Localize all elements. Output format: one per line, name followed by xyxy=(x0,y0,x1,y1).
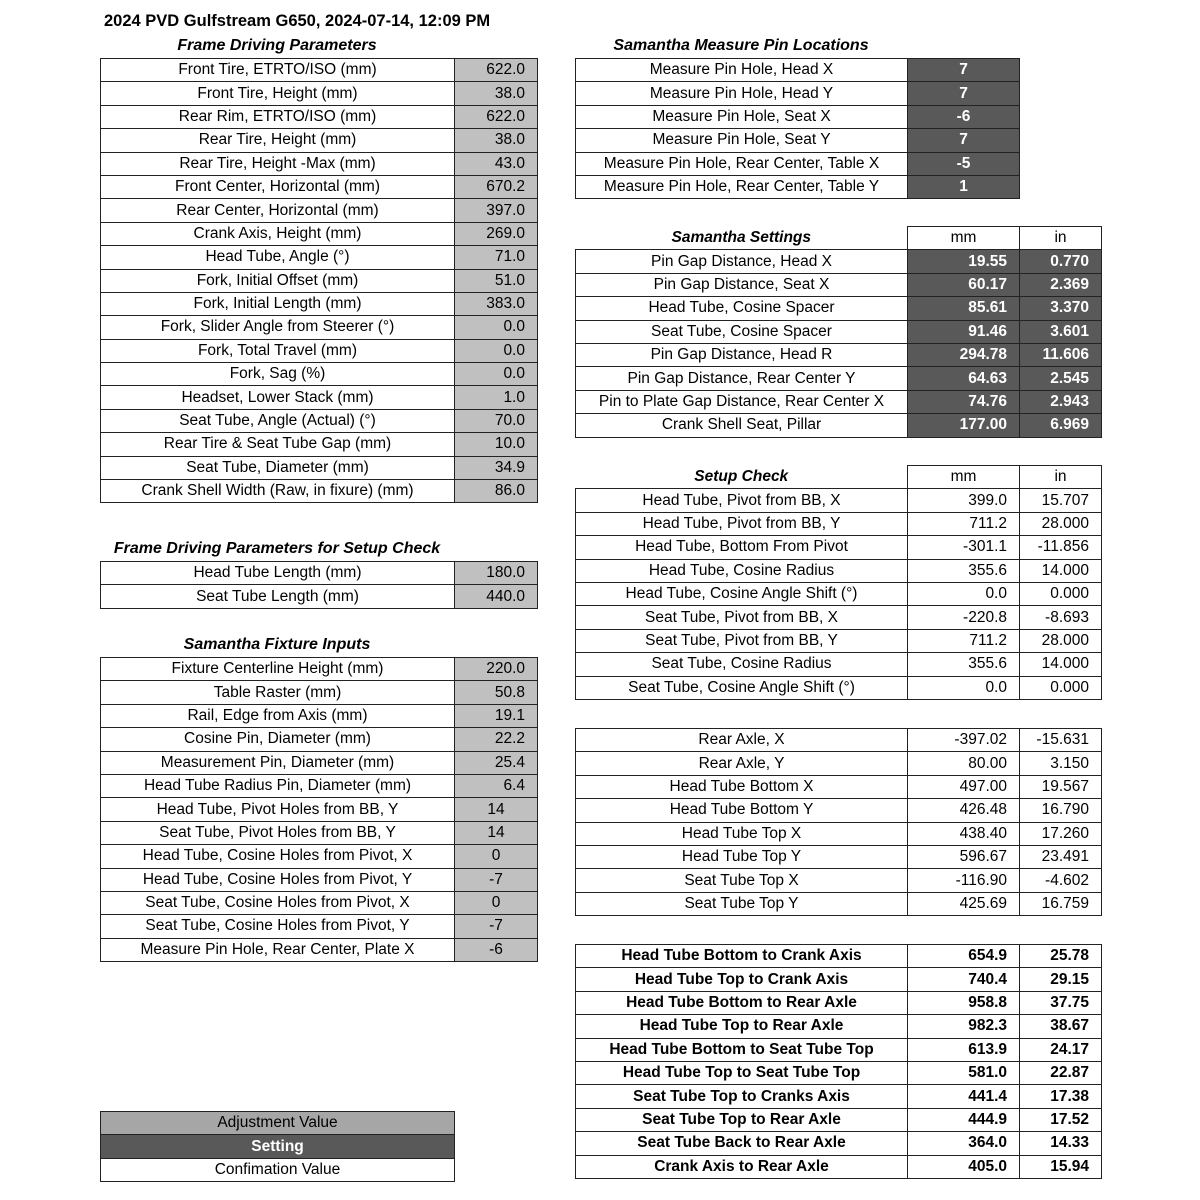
table-row xyxy=(576,653,1102,676)
setting-value-cell: 7 xyxy=(908,129,1020,152)
table-row xyxy=(101,821,538,844)
table-row xyxy=(576,968,1102,991)
setting-mm-cell: 64.63 xyxy=(908,367,1020,390)
row-label: Head Tube Bottom Y xyxy=(576,799,908,822)
row-label: Pin Gap Distance, Head X xyxy=(576,250,908,273)
document-title: 2024 PVD Gulfstream G650, 2024-07-14, 12:09 PM xyxy=(104,12,491,30)
confirmation-in-cell: 0.000 xyxy=(1020,582,1102,605)
setting-mm-cell: 91.46 xyxy=(908,320,1020,343)
table-row xyxy=(576,175,1020,198)
table-row xyxy=(101,562,538,585)
confirmation-in-cell: 14.33 xyxy=(1020,1132,1102,1155)
row-label: Head Tube, Pivot Holes from BB, Y xyxy=(101,798,455,821)
legend-row xyxy=(101,1112,455,1135)
table-row xyxy=(101,845,538,868)
row-label: Head Tube, Pivot from BB, Y xyxy=(576,512,908,535)
adjustment-value-cell[interactable]: 397.0 xyxy=(455,199,538,222)
row-label: Fork, Initial Offset (mm) xyxy=(101,269,455,292)
adjustment-value-cell[interactable]: 25.4 xyxy=(455,751,538,774)
setup-check-table xyxy=(575,465,1102,700)
settings-table xyxy=(575,226,1102,438)
setting-mm-cell: 85.61 xyxy=(908,297,1020,320)
setting-value-cell: -6 xyxy=(908,105,1020,128)
setting-in-cell: 2.545 xyxy=(1020,367,1102,390)
confirmation-in-cell: 23.491 xyxy=(1020,845,1102,868)
confirmation-mm-cell: 581.0 xyxy=(908,1061,1020,1084)
table-row xyxy=(576,273,1102,296)
table-row xyxy=(576,152,1020,175)
confirmation-in-cell: 14.000 xyxy=(1020,653,1102,676)
table-row xyxy=(101,915,538,938)
settings-title: Samantha Settings xyxy=(576,227,908,250)
confirmation-in-cell: 17.52 xyxy=(1020,1108,1102,1131)
row-label: Seat Tube, Pivot from BB, Y xyxy=(576,629,908,652)
table-row xyxy=(101,681,538,704)
table-row xyxy=(101,105,538,128)
setting-value-cell: 1 xyxy=(908,175,1020,198)
table-row xyxy=(101,774,538,797)
confirmation-in-cell: -11.856 xyxy=(1020,536,1102,559)
row-label: Head Tube, Cosine Spacer xyxy=(576,297,908,320)
row-label: Rail, Edge from Axis (mm) xyxy=(101,704,455,727)
table-row xyxy=(576,729,1102,752)
row-label: Fork, Total Travel (mm) xyxy=(101,339,455,362)
row-label: Rear Rim, ETRTO/ISO (mm) xyxy=(101,105,455,128)
table-row xyxy=(576,1155,1102,1178)
setup-check-title: Setup Check xyxy=(576,466,908,489)
confirmation-mm-cell: 596.67 xyxy=(908,845,1020,868)
table-row xyxy=(101,938,538,961)
confirmation-mm-cell: 711.2 xyxy=(908,629,1020,652)
table-row xyxy=(101,339,538,362)
legend-row xyxy=(101,1158,455,1181)
confirmation-mm-cell: 0.0 xyxy=(908,676,1020,699)
table-row xyxy=(101,891,538,914)
adjustment-value-cell[interactable]: 38.0 xyxy=(455,82,538,105)
setting-in-cell: 3.601 xyxy=(1020,320,1102,343)
row-label: Front Center, Horizontal (mm) xyxy=(101,175,455,198)
row-label: Head Tube Length (mm) xyxy=(101,562,455,585)
row-label: Head Tube, Angle (°) xyxy=(101,246,455,269)
row-label: Fixture Centerline Height (mm) xyxy=(101,658,455,681)
row-label: Head Tube Bottom X xyxy=(576,775,908,798)
table-row xyxy=(576,752,1102,775)
row-label: Head Tube, Cosine Holes from Pivot, Y xyxy=(101,868,455,891)
table-row xyxy=(101,585,538,608)
row-label: Measure Pin Hole, Head Y xyxy=(576,82,908,105)
adjustment-value-cell[interactable]: 19.1 xyxy=(455,704,538,727)
row-label: Seat Tube Top to Rear Axle xyxy=(576,1108,908,1131)
table-row xyxy=(101,704,538,727)
table-row xyxy=(101,82,538,105)
row-label: Head Tube, Bottom From Pivot xyxy=(576,536,908,559)
row-label: Rear Axle, X xyxy=(576,729,908,752)
measure-pins-table xyxy=(575,58,1020,199)
table-row xyxy=(576,582,1102,605)
row-label: Rear Axle, Y xyxy=(576,752,908,775)
col-mm-header: mm xyxy=(908,227,1020,250)
row-label: Head Tube Bottom to Rear Axle xyxy=(576,991,908,1014)
adjustment-value-cell[interactable]: 51.0 xyxy=(455,269,538,292)
fixture-inputs-table xyxy=(100,657,538,962)
confirmation-in-cell: 16.790 xyxy=(1020,799,1102,822)
row-label: Head Tube Radius Pin, Diameter (mm) xyxy=(101,774,455,797)
adjustment-value-cell[interactable]: 0.0 xyxy=(455,339,538,362)
table-row xyxy=(576,129,1020,152)
row-label: Head Tube Bottom to Seat Tube Top xyxy=(576,1038,908,1061)
row-label: Rear Center, Horizontal (mm) xyxy=(101,199,455,222)
adjustment-value-cell[interactable]: 86.0 xyxy=(455,480,538,503)
confirmation-mm-cell: 740.4 xyxy=(908,968,1020,991)
confirmation-mm-cell: 711.2 xyxy=(908,512,1020,535)
adjustment-value-cell[interactable]: 0.0 xyxy=(455,363,538,386)
row-label: Measure Pin Hole, Seat Y xyxy=(576,129,908,152)
row-label: Fork, Sag (%) xyxy=(101,363,455,386)
table-row xyxy=(576,892,1102,915)
adjustment-value-cell[interactable]: 6.4 xyxy=(455,774,538,797)
settings-header-row xyxy=(576,227,1102,250)
adjustment-value-cell[interactable]: 10.0 xyxy=(455,433,538,456)
confirmation-mm-cell: 654.9 xyxy=(908,945,1020,968)
table-row xyxy=(101,269,538,292)
row-label: Head Tube, Cosine Radius xyxy=(576,559,908,582)
setup-check-header-row xyxy=(576,466,1102,489)
row-label: Measure Pin Hole, Head X xyxy=(576,59,908,82)
row-label: Measure Pin Hole, Rear Center, Table X xyxy=(576,152,908,175)
table-row xyxy=(101,59,538,82)
adjustment-value-cell[interactable]: 71.0 xyxy=(455,246,538,269)
setting-in-cell: 2.943 xyxy=(1020,390,1102,413)
table-row xyxy=(101,751,538,774)
table-row xyxy=(576,59,1020,82)
adjustment-value-cell[interactable]: 180.0 xyxy=(455,562,538,585)
setting-mm-cell: 74.76 xyxy=(908,390,1020,413)
confirmation-mm-cell: 80.00 xyxy=(908,752,1020,775)
row-label: Front Tire, ETRTO/ISO (mm) xyxy=(101,59,455,82)
table-row xyxy=(576,822,1102,845)
table-row xyxy=(576,1061,1102,1084)
table-row xyxy=(101,658,538,681)
confirmation-in-cell: 15.707 xyxy=(1020,489,1102,512)
confirmation-in-cell: -4.602 xyxy=(1020,869,1102,892)
row-label: Fork, Initial Length (mm) xyxy=(101,292,455,315)
measure-pins-title: Samantha Measure Pin Locations xyxy=(613,37,869,54)
table-row xyxy=(576,82,1020,105)
table-row xyxy=(576,991,1102,1014)
confirmation-in-cell: 37.75 xyxy=(1020,991,1102,1014)
table-row xyxy=(576,489,1102,512)
adjustment-value-cell[interactable]: -6 xyxy=(455,938,538,961)
row-label: Seat Tube, Cosine Holes from Pivot, X xyxy=(101,891,455,914)
row-label: Seat Tube, Pivot from BB, X xyxy=(576,606,908,629)
table-row xyxy=(576,629,1102,652)
table-row xyxy=(576,297,1102,320)
confirmation-mm-cell: -301.1 xyxy=(908,536,1020,559)
table-row xyxy=(101,868,538,891)
legend-setting: Setting xyxy=(101,1135,455,1158)
row-label: Pin Gap Distance, Rear Center Y xyxy=(576,367,908,390)
table-row xyxy=(576,320,1102,343)
row-label: Head Tube Top Y xyxy=(576,845,908,868)
table-row xyxy=(101,728,538,751)
table-row xyxy=(101,480,538,503)
table-row xyxy=(576,1015,1102,1038)
confirmation-in-cell: 25.78 xyxy=(1020,945,1102,968)
adjustment-value-cell[interactable]: 22.2 xyxy=(455,728,538,751)
confirmation-mm-cell: 425.69 xyxy=(908,892,1020,915)
row-label: Pin to Plate Gap Distance, Rear Center X xyxy=(576,390,908,413)
adjustment-value-cell[interactable]: 440.0 xyxy=(455,585,538,608)
confirmation-in-cell: 17.260 xyxy=(1020,822,1102,845)
table-row xyxy=(101,433,538,456)
row-label: Seat Tube Top X xyxy=(576,869,908,892)
setting-in-cell: 6.969 xyxy=(1020,414,1102,437)
table-row xyxy=(576,845,1102,868)
setting-mm-cell: 19.55 xyxy=(908,250,1020,273)
frame-setup-check-table xyxy=(100,561,538,609)
frame-driving-title: Frame Driving Parameters xyxy=(177,37,377,54)
setting-in-cell: 3.370 xyxy=(1020,297,1102,320)
confirmation-mm-cell: 982.3 xyxy=(908,1015,1020,1038)
row-label: Crank Shell Width (Raw, in fixure) (mm) xyxy=(101,480,455,503)
table-row xyxy=(101,409,538,432)
row-label: Head Tube, Cosine Angle Shift (°) xyxy=(576,582,908,605)
adjustment-value-cell[interactable]: 34.9 xyxy=(455,456,538,479)
row-label: Cosine Pin, Diameter (mm) xyxy=(101,728,455,751)
row-label: Table Raster (mm) xyxy=(101,681,455,704)
adjustment-value-cell[interactable]: 14 xyxy=(455,798,538,821)
row-label: Seat Tube Top to Cranks Axis xyxy=(576,1085,908,1108)
confirmation-mm-cell: -220.8 xyxy=(908,606,1020,629)
row-label: Head Tube Top to Seat Tube Top xyxy=(576,1061,908,1084)
table-row xyxy=(576,945,1102,968)
table-row xyxy=(101,363,538,386)
row-label: Seat Tube, Angle (Actual) (°) xyxy=(101,409,455,432)
row-label: Fork, Slider Angle from Steerer (°) xyxy=(101,316,455,339)
confirmation-in-cell: 14.000 xyxy=(1020,559,1102,582)
confirmation-mm-cell: -116.90 xyxy=(908,869,1020,892)
table-row xyxy=(101,456,538,479)
setting-mm-cell: 177.00 xyxy=(908,414,1020,437)
table-row xyxy=(576,676,1102,699)
table-row xyxy=(101,199,538,222)
table-row xyxy=(576,1132,1102,1155)
table-row xyxy=(576,512,1102,535)
confirmation-in-cell: 17.38 xyxy=(1020,1085,1102,1108)
col-mm-header: mm xyxy=(908,466,1020,489)
table-row xyxy=(576,559,1102,582)
row-label: Measure Pin Hole, Rear Center, Table Y xyxy=(576,175,908,198)
confirmation-in-cell: 28.000 xyxy=(1020,629,1102,652)
confirmation-in-cell: 22.87 xyxy=(1020,1061,1102,1084)
row-label: Seat Tube, Diameter (mm) xyxy=(101,456,455,479)
table-row xyxy=(576,367,1102,390)
adjustment-value-cell[interactable]: 38.0 xyxy=(455,129,538,152)
row-label: Rear Tire & Seat Tube Gap (mm) xyxy=(101,433,455,456)
adjustment-value-cell[interactable]: 670.2 xyxy=(455,175,538,198)
setting-value-cell: -5 xyxy=(908,152,1020,175)
frame-setup-check-title: Frame Driving Parameters for Setup Check xyxy=(113,540,441,557)
table-row xyxy=(576,606,1102,629)
table-row xyxy=(101,152,538,175)
row-label: Head Tube Bottom to Crank Axis xyxy=(576,945,908,968)
confirmation-mm-cell: 497.00 xyxy=(908,775,1020,798)
confirmation-in-cell: 38.67 xyxy=(1020,1015,1102,1038)
adjustment-value-cell[interactable]: 50.8 xyxy=(455,681,538,704)
row-label: Rear Tire, Height (mm) xyxy=(101,129,455,152)
setting-value-cell: 7 xyxy=(908,59,1020,82)
adjustment-value-cell[interactable]: 622.0 xyxy=(455,105,538,128)
confirmation-mm-cell: 444.9 xyxy=(908,1108,1020,1131)
table-row xyxy=(576,799,1102,822)
row-label: Seat Tube Back to Rear Axle xyxy=(576,1132,908,1155)
confirmation-mm-cell: 426.48 xyxy=(908,799,1020,822)
row-label: Pin Gap Distance, Seat X xyxy=(576,273,908,296)
setting-in-cell: 0.770 xyxy=(1020,250,1102,273)
table-row xyxy=(101,129,538,152)
row-label: Measure Pin Hole, Rear Center, Plate X xyxy=(101,938,455,961)
confirmation-in-cell: 19.567 xyxy=(1020,775,1102,798)
confirmation-in-cell: -15.631 xyxy=(1020,729,1102,752)
adjustment-value-cell[interactable]: 43.0 xyxy=(455,152,538,175)
row-label: Seat Tube, Cosine Angle Shift (°) xyxy=(576,676,908,699)
row-label: Seat Tube Top Y xyxy=(576,892,908,915)
legend-adjustment: Adjustment Value xyxy=(101,1112,455,1135)
adjustment-value-cell[interactable]: 14 xyxy=(455,821,538,844)
confirmation-in-cell: 16.759 xyxy=(1020,892,1102,915)
confirmation-mm-cell: -397.02 xyxy=(908,729,1020,752)
table-row xyxy=(101,798,538,821)
confirmation-mm-cell: 364.0 xyxy=(908,1132,1020,1155)
confirmation-mm-cell: 958.8 xyxy=(908,991,1020,1014)
row-label: Seat Tube, Pivot Holes from BB, Y xyxy=(101,821,455,844)
row-label: Crank Axis, Height (mm) xyxy=(101,222,455,245)
table-row xyxy=(576,390,1102,413)
row-label: Crank Shell Seat, Pillar xyxy=(576,414,908,437)
table-row xyxy=(101,386,538,409)
adjustment-value-cell[interactable]: -7 xyxy=(455,915,538,938)
adjustment-value-cell[interactable]: 70.0 xyxy=(455,409,538,432)
confirmation-mm-cell: 399.0 xyxy=(908,489,1020,512)
table-row xyxy=(576,1038,1102,1061)
confirmation-mm-cell: 441.4 xyxy=(908,1085,1020,1108)
adjustment-value-cell[interactable]: 383.0 xyxy=(455,292,538,315)
row-label: Measurement Pin, Diameter (mm) xyxy=(101,751,455,774)
confirmation-in-cell: 0.000 xyxy=(1020,676,1102,699)
table-row xyxy=(101,175,538,198)
col-in-header: in xyxy=(1020,466,1102,489)
setting-value-cell: 7 xyxy=(908,82,1020,105)
row-label: Seat Tube, Cosine Holes from Pivot, Y xyxy=(101,915,455,938)
table-row xyxy=(576,343,1102,366)
fixture-inputs-title: Samantha Fixture Inputs xyxy=(183,636,371,653)
adjustment-value-cell[interactable]: 0 xyxy=(455,891,538,914)
setting-in-cell: 2.369 xyxy=(1020,273,1102,296)
confirmation-in-cell: -8.693 xyxy=(1020,606,1102,629)
adjustment-value-cell[interactable]: 1.0 xyxy=(455,386,538,409)
setting-in-cell: 11.606 xyxy=(1020,343,1102,366)
table-row xyxy=(101,222,538,245)
adjustment-value-cell[interactable]: -7 xyxy=(455,868,538,891)
coordinates-table xyxy=(575,728,1102,916)
table-row xyxy=(576,1108,1102,1131)
table-row xyxy=(576,414,1102,437)
table-row xyxy=(576,775,1102,798)
table-row xyxy=(101,316,538,339)
row-label: Seat Tube Length (mm) xyxy=(101,585,455,608)
adjustment-value-cell[interactable]: 622.0 xyxy=(455,59,538,82)
row-label: Seat Tube, Cosine Radius xyxy=(576,653,908,676)
row-label: Pin Gap Distance, Head R xyxy=(576,343,908,366)
confirmation-in-cell: 24.17 xyxy=(1020,1038,1102,1061)
row-label: Headset, Lower Stack (mm) xyxy=(101,386,455,409)
legend-confirmation: Confimation Value xyxy=(101,1158,455,1181)
confirmation-mm-cell: 613.9 xyxy=(908,1038,1020,1061)
adjustment-value-cell[interactable]: 269.0 xyxy=(455,222,538,245)
table-row xyxy=(576,869,1102,892)
confirmation-mm-cell: 0.0 xyxy=(908,582,1020,605)
row-label: Seat Tube, Cosine Spacer xyxy=(576,320,908,343)
frame-driving-table xyxy=(100,58,538,503)
table-row xyxy=(576,1085,1102,1108)
row-label: Head Tube, Cosine Holes from Pivot, X xyxy=(101,845,455,868)
distances-table xyxy=(575,944,1102,1179)
confirmation-in-cell: 3.150 xyxy=(1020,752,1102,775)
adjustment-value-cell[interactable]: 0.0 xyxy=(455,316,538,339)
adjustment-value-cell[interactable]: 220.0 xyxy=(455,658,538,681)
table-row xyxy=(576,250,1102,273)
row-label: Measure Pin Hole, Seat X xyxy=(576,105,908,128)
confirmation-mm-cell: 355.6 xyxy=(908,653,1020,676)
setting-mm-cell: 60.17 xyxy=(908,273,1020,296)
row-label: Head Tube, Pivot from BB, X xyxy=(576,489,908,512)
row-label: Front Tire, Height (mm) xyxy=(101,82,455,105)
table-row xyxy=(576,536,1102,559)
adjustment-value-cell[interactable]: 0 xyxy=(455,845,538,868)
legend-table xyxy=(100,1111,455,1182)
row-label: Head Tube Top to Crank Axis xyxy=(576,968,908,991)
table-row xyxy=(101,246,538,269)
confirmation-in-cell: 28.000 xyxy=(1020,512,1102,535)
table-row xyxy=(576,105,1020,128)
confirmation-in-cell: 29.15 xyxy=(1020,968,1102,991)
setting-mm-cell: 294.78 xyxy=(908,343,1020,366)
row-label: Rear Tire, Height -Max (mm) xyxy=(101,152,455,175)
confirmation-mm-cell: 355.6 xyxy=(908,559,1020,582)
confirmation-in-cell: 15.94 xyxy=(1020,1155,1102,1178)
col-in-header: in xyxy=(1020,227,1102,250)
confirmation-mm-cell: 405.0 xyxy=(908,1155,1020,1178)
table-row xyxy=(101,292,538,315)
row-label: Head Tube Top X xyxy=(576,822,908,845)
legend-row xyxy=(101,1135,455,1158)
confirmation-mm-cell: 438.40 xyxy=(908,822,1020,845)
row-label: Head Tube Top to Rear Axle xyxy=(576,1015,908,1038)
row-label: Crank Axis to Rear Axle xyxy=(576,1155,908,1178)
